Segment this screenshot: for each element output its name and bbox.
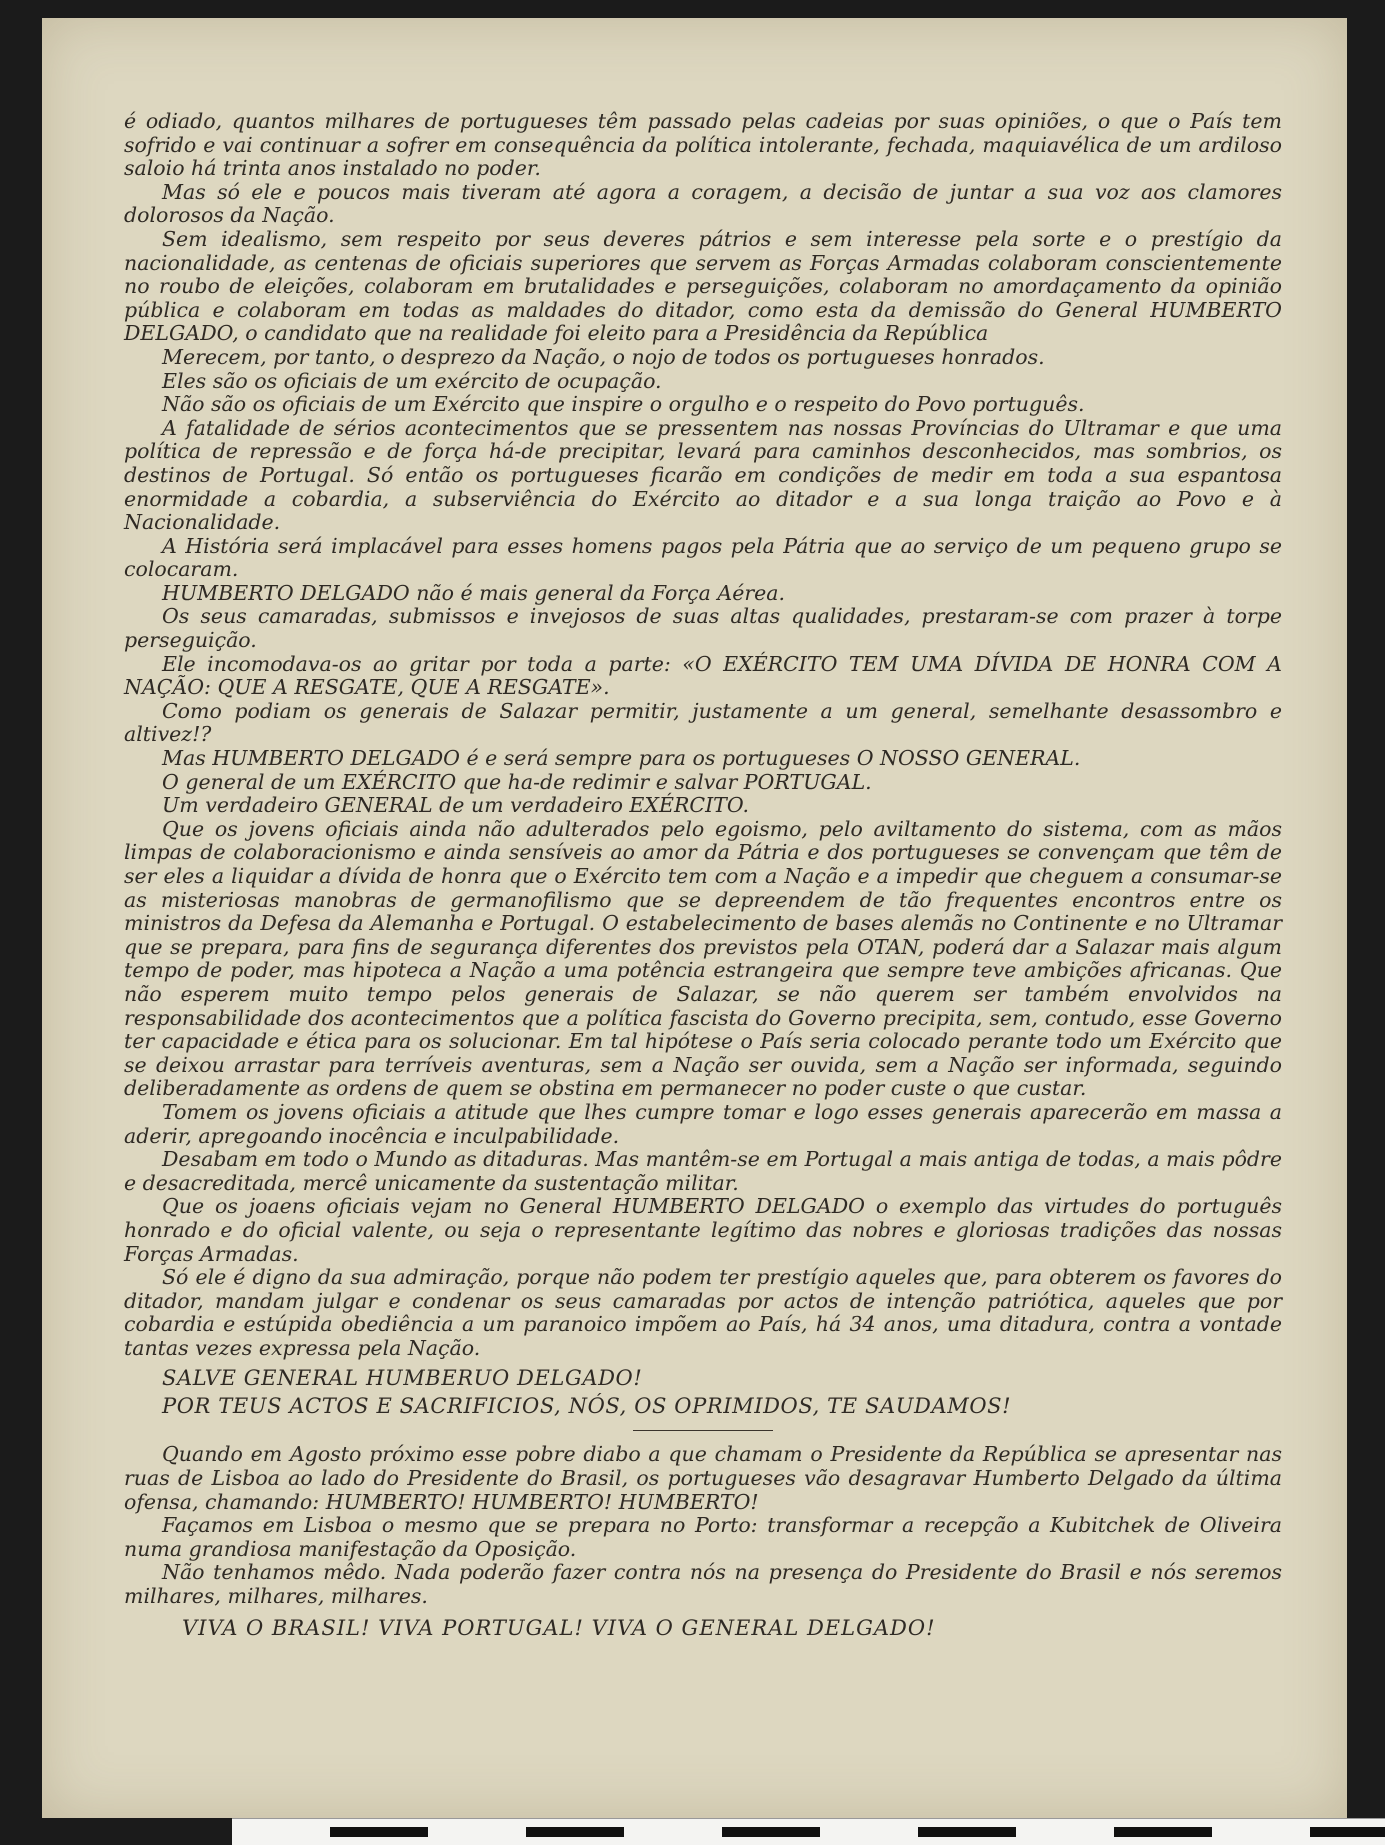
paragraph: Um verdadeiro GENERAL de um verdadeiro EXÉRCITO.	[162, 793, 749, 818]
main-text	[124, 110, 1282, 1360]
paragraph: Quando em Agosto próximo esse pobre diabo a que chamam o Presidente da República se apresentar nas ruas de Lisboa ao lado do Presidente do Brasil, os portugueses vão desagravar Humberto Delgado da última ofensa, chamando: HUMBERTO! HUMBERTO! HUMBERTO!	[124, 1442, 1282, 1514]
slogans	[124, 1364, 1282, 1420]
paragraph: Só ele é digno da sua admiração, porque não podem ter prestígio aqueles que, para obterem os favores do ditador, mandam julgar e condenar os seus camaradas por actos de intenção patriótica, aqueles que por cobardia e estúpida obediência a um paranoico impõem ao País, há 34 anos, uma ditadura, contra a vontade tantas vezes expressa pela Nação.	[124, 1265, 1282, 1360]
paragraph: Que os joaens oficiais vejam no General HUMBERTO DELGADO o exemplo das virtudes do português honrado e do oficial valente, ou seja o representante legítimo das nobres e gloriosas tradições das nossas Forças Armadas.	[124, 1194, 1282, 1266]
postscript-text	[124, 1443, 1282, 1608]
slogan-line: SALVE GENERAL HUMBERUO DELGADO!	[162, 1366, 643, 1391]
paragraph: Ele incomodava-os ao gritar por toda a parte: «O EXÉRCITO TEM UMA DÍVIDA DE HONRA COM A NAÇÃO: QUE A RESGATE, QUE A RESGATE».	[124, 651, 1282, 700]
paragraph: A História será implacável para esses homens pagos pela Pátria que ao serviço de um pequeno grupo se colocaram.	[124, 533, 1282, 582]
paragraph: Tomem os jovens oficiais a atitude que lhes cumpre tomar e logo esses generais aparecerão em massa a aderir, apregoando inocência e inculpabilidade.	[124, 1099, 1282, 1148]
paragraph: Mas só ele e poucos mais tiveram até agora a coragem, a decisão de juntar a sua voz aos clamores dolorosos da Nação.	[124, 179, 1282, 228]
section-divider	[633, 1430, 773, 1431]
ruler-segment	[330, 1827, 428, 1837]
paragraph: é odiado, quantos milhares de portugueses têm passado pelas cadeias por suas opiniões, o que o País tem sofrido e vai continuar a sofrer em consequência da política intolerante, fechada, maquiavélica de um ardiloso saloio há trinta anos instalado no poder.	[124, 109, 1282, 181]
scale-ruler	[232, 1818, 1385, 1845]
final-cry: VIVA O BRASIL! VIVA PORTUGAL! VIVA O GENERAL DELGADO!	[182, 1615, 936, 1640]
paragraph: Não tenhamos mêdo. Nada poderão fazer contra nós na presença do Presidente do Brasil e nós seremos milhares, milhares, milhares.	[124, 1560, 1282, 1609]
paragraph: Mas HUMBERTO DELGADO é e será sempre para os portugueses O NOSSO GENERAL.	[162, 746, 1081, 771]
document-page	[42, 18, 1347, 1818]
ruler-segment	[918, 1827, 1016, 1837]
ruler-segment	[1310, 1827, 1385, 1837]
paragraph: Merecem, por tanto, o desprezo da Nação, o nojo de todos os portugueses honrados.	[162, 344, 1045, 369]
paragraph: HUMBERTO DELGADO não é mais general da Força Aérea.	[162, 580, 785, 605]
paragraph: A fatalidade de sérios acontecimentos que se pressentem nas nossas Províncias do Ultramar e que uma política de repressão e de força há-de precipitar, levará para caminhos desconhecidos, mas sombrios, os destinos de Portugal. Só então os portugueses ficarão em condições de medir em toda a sua espantosa enormidade a cobardia, a subserviência do Exército ao ditador e a sua longa traição ao Povo e à Nacionalidade.	[124, 415, 1282, 535]
slogan-line: POR TEUS ACTOS E SACRIFICIOS, NÓS, OS OPRIMIDOS, TE SAUDAMOS!	[162, 1394, 1012, 1419]
paragraph: Que os jovens oficiais ainda não adulterados pelo egoismo, pelo aviltamento do sistema, com as mãos limpas de colaboracionismo e ainda sensíveis ao amor da Pátria e dos portugueses se convençam que têm de ser eles a liquidar a dívida de honra que o Exército tem com a Nação e a impedir que cheguem a consumar-se as misteriosas manobras de germanofilismo que se depreendem de tão frequentes encontros entre os ministros da Defesa da Alemanha e Portugal. O estabelecimento de bases alemãs no Continente e no Ultramar que se prepara, para fins de segurança diferentes dos previstos pela OTAN, poderá dar a Salazar mais algum tempo de poder, mas hipoteca a Nação a uma potência estrangeira que sempre teve ambições africanas. Que não esperem muito tempo pelos generais de Salazar, se não querem ser também envolvidos na responsabilidade dos acontecimentos que a política fascista do Governo precipita, sem, contudo, esse Governo ter capacidade e ética para os solucionar. Em tal hipótese o País seria colocado perante todo um Exército que se deixou arrastar para terríveis aventuras, sem a Nação ser ouvida, sem a Nação ser informada, seguindo deliberadamente as ordens de quem se obstina em permanecer no poder custe o que custar.	[124, 816, 1282, 1101]
ruler-ticks	[232, 1819, 1385, 1845]
paragraph: Os seus camaradas, submissos e invejosos de suas altas qualidades, prestaram-se com prazer à torpe perseguição.	[124, 604, 1282, 653]
ruler-segment	[722, 1827, 820, 1837]
paragraph: Como podiam os generais de Salazar permitir, justamente a um general, semelhante desassombro e altivez!?	[124, 698, 1282, 747]
leaflet-body	[124, 110, 1282, 1640]
paragraph: Sem idealismo, sem respeito por seus deveres pátrios e sem interesse pela sorte e o prestígio da nacionalidade, as centenas de oficiais superiores que servem as Forças Armadas colaboram conscientemente no roubo de eleições, colaboram em brutalidades e perseguições, colaboram no amordaçamento da opinião pública e colaboram em todas as maldades do ditador, como esta da demissão do General HUMBERTO DELGADO, o candidato que na realidade foi eleito para a Presidência da República	[124, 226, 1282, 346]
ruler-segment	[1114, 1827, 1212, 1837]
paragraph: Façamos em Lisboa o mesmo que se prepara no Porto: transformar a recepção a Kubitchek de Oliveira numa grandiosa manifestação da Oposição.	[124, 1513, 1282, 1561]
paragraph: Eles são os oficiais de um exército de ocupação.	[162, 368, 662, 393]
paragraph: Não são os oficiais de um Exército que inspire o orgulho e o respeito do Povo português.	[162, 392, 1085, 417]
paragraph: Desabam em todo o Mundo as ditaduras. Mas mantêm-se em Portugal a mais antiga de todas, a mais pôdre e desacreditada, mercê unicamente da sustentação militar.	[124, 1147, 1282, 1195]
paragraph: O general de um EXÉRCITO que ha-de redimir e salvar PORTUGAL.	[162, 769, 872, 794]
ruler-segment	[526, 1827, 624, 1837]
